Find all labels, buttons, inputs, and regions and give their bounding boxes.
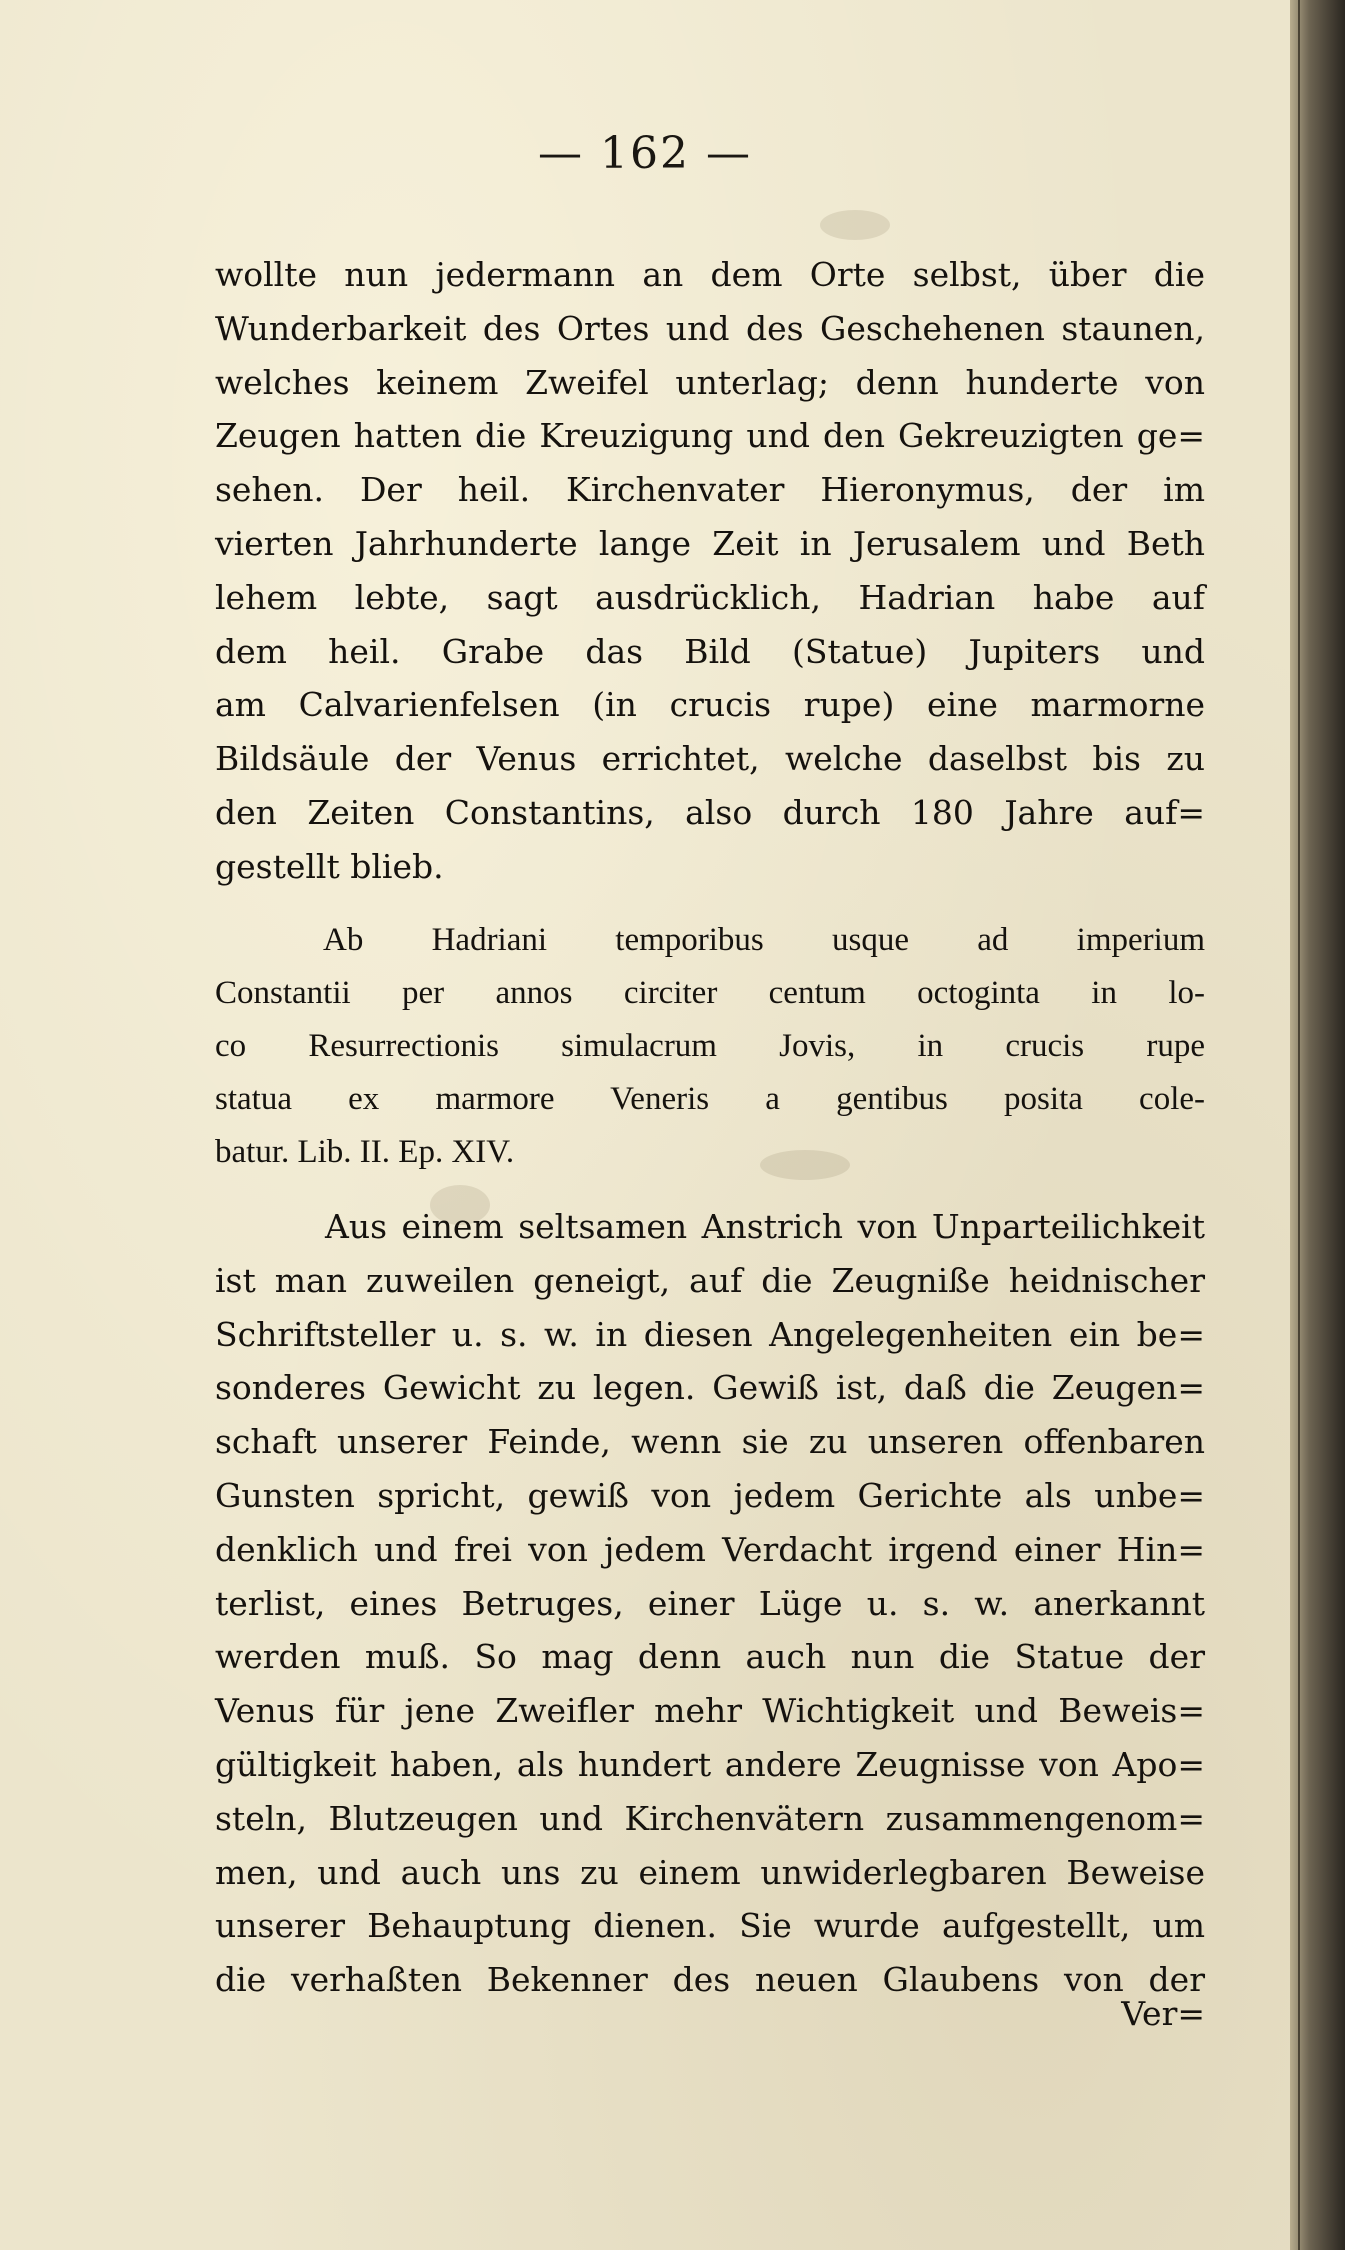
text-line: sonderes Gewicht zu legen. Gewiß ist, daß die Zeugen=: [215, 1368, 1205, 1408]
text-line: Aus einem seltsamen Anstrich von Unparteilichkeit: [325, 1207, 1205, 1246]
text-line: gültigkeit haben, als hundert andere Zeugnisse von Apo=: [215, 1744, 1205, 1784]
text-line: die verhaßten Bekenner des neuen Glaubens von der: [215, 1960, 1205, 2000]
latin-quote: [215, 914, 1205, 1179]
text-line: vierten Jahrhunderte lange Zeit in Jerusalem und Beth: [215, 523, 1205, 563]
text-line: Bildsäule der Venus errichtet, welche daselbst bis zu: [215, 739, 1205, 779]
text-line: denklich und frei von jedem Verdacht irgend einer Hin=: [215, 1529, 1205, 1569]
text-line: den Zeiten Constantins, also durch 180 Jahre auf=: [215, 792, 1205, 832]
paragraph-2: [215, 1200, 1205, 2007]
paragraph-1: [215, 248, 1205, 894]
text-line: dem heil. Grabe das Bild (Statue) Jupiters und: [215, 631, 1205, 671]
text-line: welches keinem Zweifel unterlag; denn hunderte von: [215, 362, 1205, 402]
text-line: werden muß. So mag denn auch nun die Statue der: [215, 1637, 1205, 1677]
text-line: unserer Behauptung dienen. Sie wurde aufgestellt, um: [215, 1906, 1205, 1946]
text-line: wollte nun jedermann an dem Orte selbst, über die: [215, 255, 1205, 294]
text-line: sehen. Der heil. Kirchenvater Hieronymus, der im: [215, 470, 1205, 510]
text-line: Venus für jene Zweifler mehr Wichtigkeit und Beweis=: [215, 1691, 1205, 1731]
text-line: terlist, eines Betruges, einer Lüge u. s. w. anerkannt: [215, 1583, 1205, 1623]
text-line: gestellt blieb.: [215, 846, 444, 886]
text-line: lehem lebte, sagt ausdrücklich, Hadrian habe auf: [215, 577, 1205, 617]
text-line: Zeugen hatten die Kreuzigung und den Gekreuzigten ge=: [215, 416, 1205, 456]
quote-line: statua ex marmore Veneris a gentibus posita cole-: [215, 1081, 1205, 1117]
quote-line: Constantii per annos circiter centum octoginta in lo-: [215, 975, 1205, 1011]
text-line: Schriftsteller u. s. w. in diesen Angelegenheiten ein be=: [215, 1314, 1205, 1354]
page-edge-line: [1298, 0, 1300, 2250]
text-line: ist man zuweilen geneigt, auf die Zeugniße heidnischer: [215, 1260, 1205, 1300]
quote-line: batur. Lib. II. Ep. XIV.: [215, 1134, 515, 1170]
text-line: schaft unserer Feinde, wenn sie zu unseren offenbaren: [215, 1422, 1205, 1462]
text-line: Gunsten spricht, gewiß von jedem Gerichte als unbe=: [215, 1475, 1205, 1515]
catchword: Ver=: [1121, 1994, 1205, 2033]
page-number-header: — 162 —: [538, 128, 752, 179]
paper-stain: [820, 210, 890, 240]
text-line: men, und auch uns zu einem unwiderlegbaren Beweise: [215, 1852, 1205, 1892]
text-line: steln, Blutzeugen und Kirchenvätern zusammengenom=: [215, 1798, 1205, 1838]
quote-line: Ab Hadriani temporibus usque ad imperium: [323, 922, 1205, 958]
text-line: Wunderbarkeit des Ortes und des Geschehenen staunen,: [215, 308, 1205, 348]
quote-line: co Resurrectionis simulacrum Jovis, in crucis rupe: [215, 1028, 1205, 1064]
text-line: am Calvarienfelsen (in crucis rupe) eine marmorne: [215, 685, 1205, 725]
